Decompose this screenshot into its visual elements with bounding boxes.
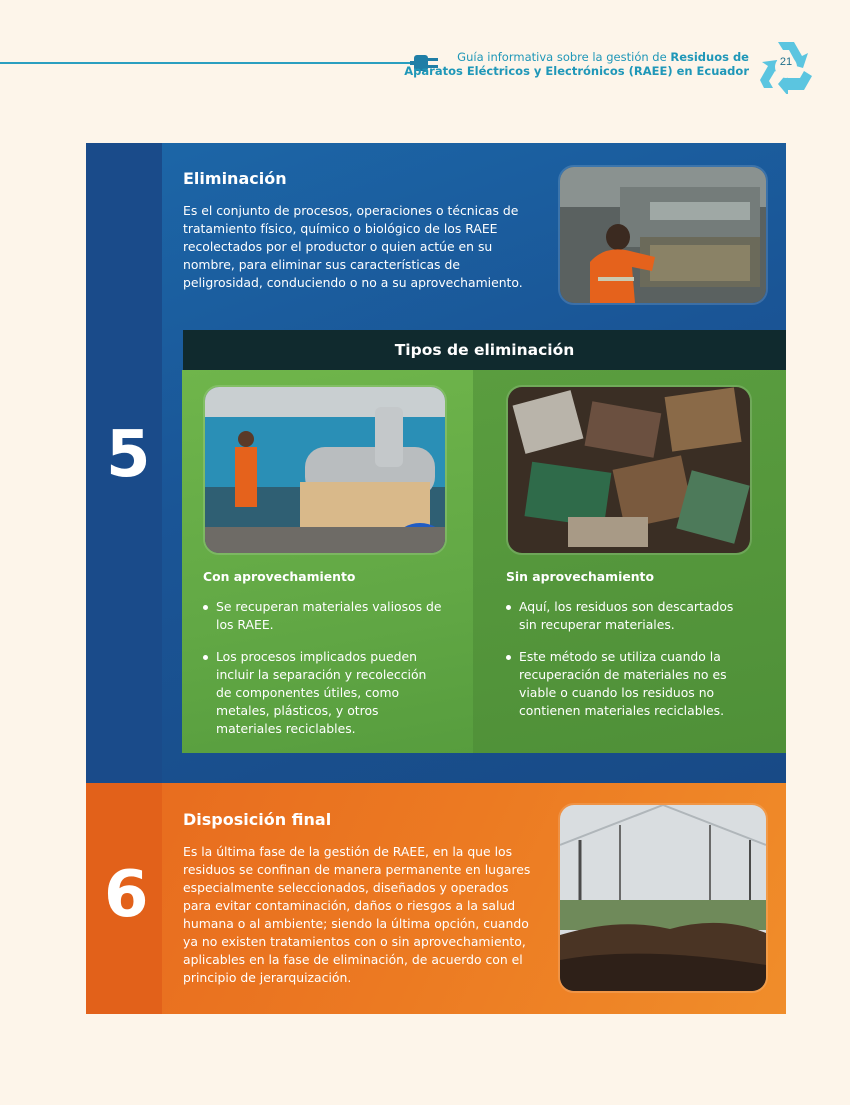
- header-rule: [0, 62, 412, 64]
- section-final-disposal: [86, 783, 786, 1014]
- sin-aprovechamiento-list: [506, 598, 751, 734]
- photo-landfill-structure: [558, 803, 768, 993]
- list-item: Aquí, los residuos son descartados sin recuperar materiales.: [506, 598, 751, 634]
- section-number: 6: [104, 858, 149, 932]
- section-title: Disposición final: [183, 810, 332, 829]
- header-guide-title: Guía informativa sobre la gestión de Residuos de Aparatos Eléctricos y Electrónicos (RAEE) en Ecuador: [404, 50, 749, 78]
- list-item: Este método se utiliza cuando la recuperación de materiales no es viable o cuando los residuos no contienen materiales reciclables.: [506, 648, 751, 720]
- con-aprovechamiento-list: [203, 598, 443, 752]
- list-item: Se recuperan materiales valiosos de los RAEE.: [203, 598, 443, 634]
- section-elimination: [86, 143, 786, 783]
- con-aprovechamiento-title: Con aprovechamiento: [203, 569, 356, 584]
- sin-aprovechamiento-title: Sin aprovechamiento: [506, 569, 654, 584]
- section-number: 5: [106, 418, 151, 492]
- section-description: Es la última fase de la gestión de RAEE, en la que los residuos se confinan de manera permanente en lugares especialmente seleccionados, diseñados y operados para evitar contaminación, daños o riesgos a la salud humana o al ambiente; siendo la última opción, cuando ya no existen tratamientos con o sin aprovechamiento, aplicables en la fase de eliminación, de acuerdo con el principio de jerarquización.: [183, 844, 531, 985]
- photo-electronic-scrap: [506, 385, 752, 555]
- photo-recovery-plant: [203, 385, 447, 555]
- page-number: 21: [779, 56, 793, 68]
- photo-worker-sorting: [558, 165, 768, 305]
- list-item: Los procesos implicados pueden incluir la separación y recolección de componentes útiles, como metales, plásticos, y otros materiales reciclables.: [203, 648, 443, 738]
- section-description: Es el conjunto de procesos, operaciones o técnicas de tratamiento físico, químico o biológico de los RAEE recolectados por el productor o quien actúe en su nombre, para eliminar sus características de peligrosidad, conduciendo o no a su aprovechamiento.: [183, 203, 523, 290]
- types-heading: Tipos de eliminación: [183, 330, 786, 370]
- section-title: Eliminación: [183, 169, 287, 188]
